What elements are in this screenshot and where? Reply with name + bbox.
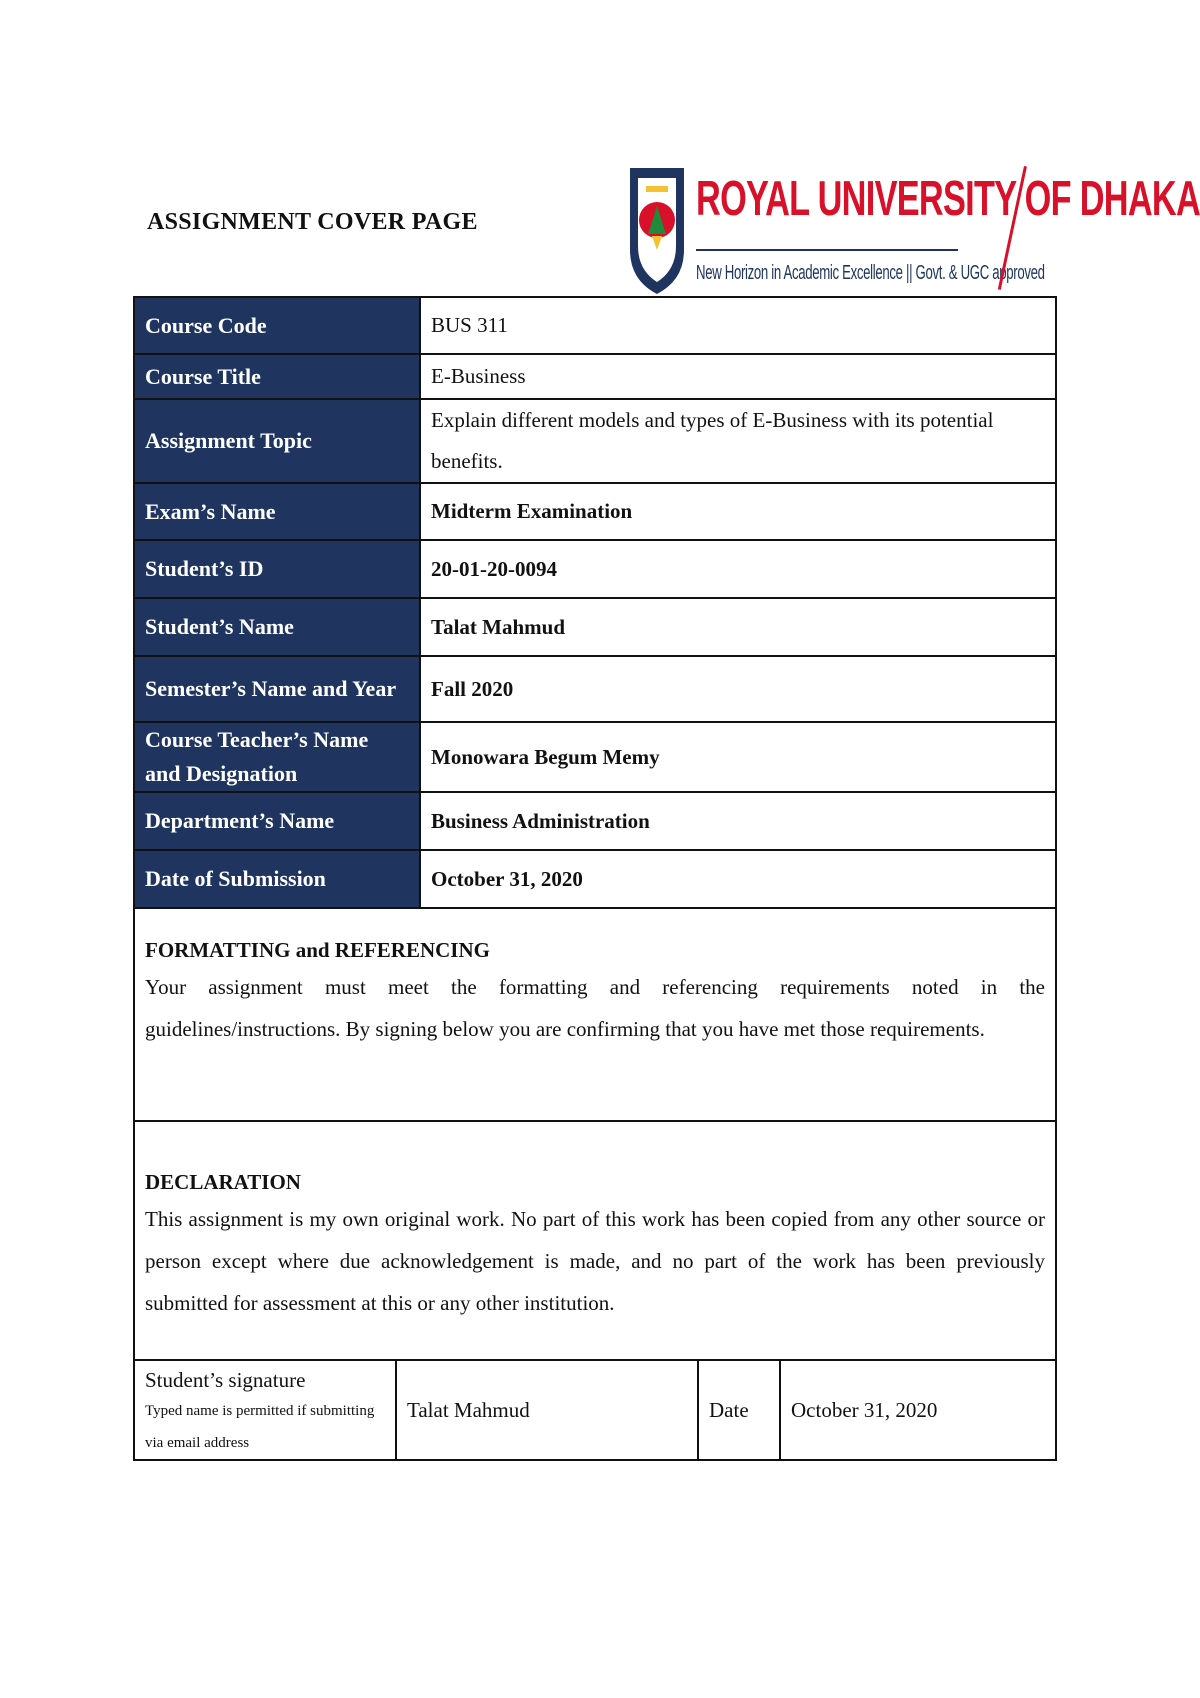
student-name-value: Talat Mahmud [420, 598, 1056, 656]
student-name-label: Student’s Name [134, 598, 420, 656]
semester-label: Semester’s Name and Year [134, 656, 420, 722]
course-info-table [133, 296, 1057, 909]
table-row [134, 354, 1056, 399]
semester-value: Fall 2020 [420, 656, 1056, 722]
signature-label: Student’s signature [145, 1368, 306, 1392]
table-row [134, 598, 1056, 656]
declaration-heading: DECLARATION [145, 1170, 301, 1194]
assignment-topic-value: Explain different models and types of E-Business with its potential benefits. [420, 399, 1056, 483]
declaration-text: This assignment is my own original work. No part of this work has been copied from any other source or person except where due acknowledgement is made, and no part of the work has been previously submitted for assessment at this or any other institution. [145, 1207, 1045, 1315]
university-crest-icon [626, 158, 688, 296]
formatting-text: Your assignment must meet the formatting and referencing requirements noted in the guidelines/instructions. By signing below you are confirming that you have met those requirements. [145, 975, 1045, 1041]
table-row [134, 656, 1056, 722]
department-value: Business Administration [420, 792, 1056, 850]
university-logo [626, 158, 1200, 296]
declaration-section [133, 1122, 1057, 1361]
assignment-topic-label: Assignment Topic [134, 399, 420, 483]
course-title-label: Course Title [134, 354, 420, 399]
table-row [134, 1360, 1056, 1460]
course-teacher-value: Monowara Begum Memy [420, 722, 1056, 792]
table-row [134, 792, 1056, 850]
formatting-heading: FORMATTING and REFERENCING [145, 938, 490, 962]
exam-name-value: Midterm Examination [420, 483, 1056, 540]
signature-date[interactable]: October 31, 2020 [780, 1360, 1056, 1460]
submission-date-label: Date of Submission [134, 850, 420, 908]
logo-divider [696, 249, 958, 251]
table-row [134, 483, 1056, 540]
signature-table [133, 1359, 1057, 1461]
signature-label-cell [134, 1360, 396, 1460]
course-code-label: Course Code [134, 297, 420, 354]
student-id-label: Student’s ID [134, 540, 420, 598]
exam-name-label: Exam’s Name [134, 483, 420, 540]
signature-note: Typed name is permitted if submitting via email address [145, 1403, 375, 1451]
formatting-section [133, 890, 1057, 1122]
course-title-value: E-Business [420, 354, 1056, 399]
page-heading: ASSIGNMENT COVER PAGE [147, 209, 478, 235]
table-row [134, 399, 1056, 483]
table-row [134, 722, 1056, 792]
logo-tagline: New Horizon in Academic Excellence || Govt. & UGC approved [696, 262, 1045, 284]
submission-date-value: October 31, 2020 [420, 850, 1056, 908]
table-row [134, 540, 1056, 598]
department-label: Department’s Name [134, 792, 420, 850]
course-teacher-label: Course Teacher’s Name and Designation [134, 722, 420, 792]
table-row [134, 297, 1056, 354]
student-id-value: 20-01-20-0094 [420, 540, 1056, 598]
signature-name[interactable]: Talat Mahmud [396, 1360, 698, 1460]
date-label: Date [698, 1360, 780, 1460]
course-code-value: BUS 311 [420, 297, 1056, 354]
logo-university-name: ROYAL UNIVERSITY OF DHAKA [696, 172, 1200, 226]
